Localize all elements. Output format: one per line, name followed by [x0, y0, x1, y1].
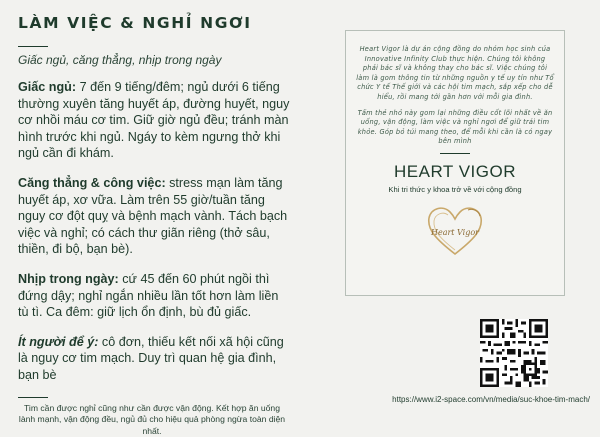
left-column	[18, 14, 290, 437]
section-heading: Căng thẳng & công việc:	[18, 176, 166, 190]
section-heading: Giấc ngủ:	[18, 80, 76, 94]
section-body: stress mạn làm tăng huyết áp, xơ vữa. Làm trên 55 giờ/tuần tăng nguy cơ đột quỵ và bệnh mạch vành. Tách bạch việc và nghỉ; có cách thư giãn riêng (thở sâu, thiền, đi bộ, bạn bè).	[18, 176, 287, 256]
heart-logo-icon	[423, 202, 487, 260]
brand-name: HEART VIGOR	[356, 162, 554, 182]
section-body: cô đơn, thiếu kết nối xã hội cũng là nguy cơ tim mạch. Duy trì quan hệ gia đình, bạn bè	[18, 335, 284, 382]
title-divider	[18, 46, 48, 47]
card-intro	[356, 45, 554, 147]
website-link[interactable]: https://www.i2-space.com/vn/media/suc-khoe-tim-mach/	[290, 395, 590, 404]
section-heading: Nhịp trong ngày:	[18, 272, 119, 286]
section-heading: Ít người để ý:	[18, 335, 98, 349]
heart-vigor-card	[345, 30, 565, 296]
card-divider	[440, 153, 470, 154]
page-subtitle: Giấc ngủ, căng thẳng, nhịp trong ngày	[18, 53, 290, 67]
card-intro-paragraph: Tấm thẻ nhỏ này gom lại những điều cốt lõi nhất về ăn uống, vận động, làm việc và nghỉ ngơi để giữ trái tim khỏe. Góp bỏ túi mang theo, để mỗi khi cần là có ngay bên mình	[356, 109, 554, 147]
section-body: cứ 45 đến 60 phút ngồi thì đứng dậy; nghỉ ngắn nhiều lần tốt hơn làm liền tù tì. Ca đêm: giữ lịch ổn định, bù đủ giấc.	[18, 272, 278, 319]
section-sleep	[18, 79, 290, 162]
section-stress-work	[18, 175, 290, 258]
section-daily-rhythm	[18, 271, 290, 321]
brand-tagline: Khi tri thức y khoa trở về với cộng đồng	[356, 185, 554, 194]
card-intro-paragraph: Heart Vigor là dự án cộng đồng do nhóm học sinh của Innovative Infinity Club thực hiện. Chúng tôi không phải bác sĩ và không thay cho bác sĩ. Việc chúng tôi làm là gom thông tin từ những nguồn y tế uy tín như Tổ chức Y tế Thế giới và các hội tim mạch, sắp xếp cho dễ hiểu, rồi mang tới gần hơn với mỗi gia đình.	[356, 45, 554, 103]
page-title: LÀM VIỆC & NGHỈ NGƠI	[18, 14, 290, 32]
footnote-divider	[18, 397, 48, 398]
section-body: 7 đến 9 tiếng/đêm; ngủ dưới 6 tiếng thường xuyên tăng huyết áp, đường huyết, nguy cơ nhồi máu cơ tim. Giữ giờ ngủ đều; tránh màn hình trước khi ngủ. Ngáy to kèm ngưng thở khi ngủ cần đi khám.	[18, 80, 289, 160]
footnote: Tim cần được nghỉ cũng như cần được vận động. Kết hợp ăn uống lành mạnh, vận động đều, ngủ đủ cho hiệu quả phòng ngừa toàn diện nhất.	[18, 403, 286, 437]
section-overlooked	[18, 334, 290, 384]
qr-code-icon[interactable]	[480, 319, 548, 387]
logo-wordmark: Heart Vigor	[430, 228, 480, 237]
